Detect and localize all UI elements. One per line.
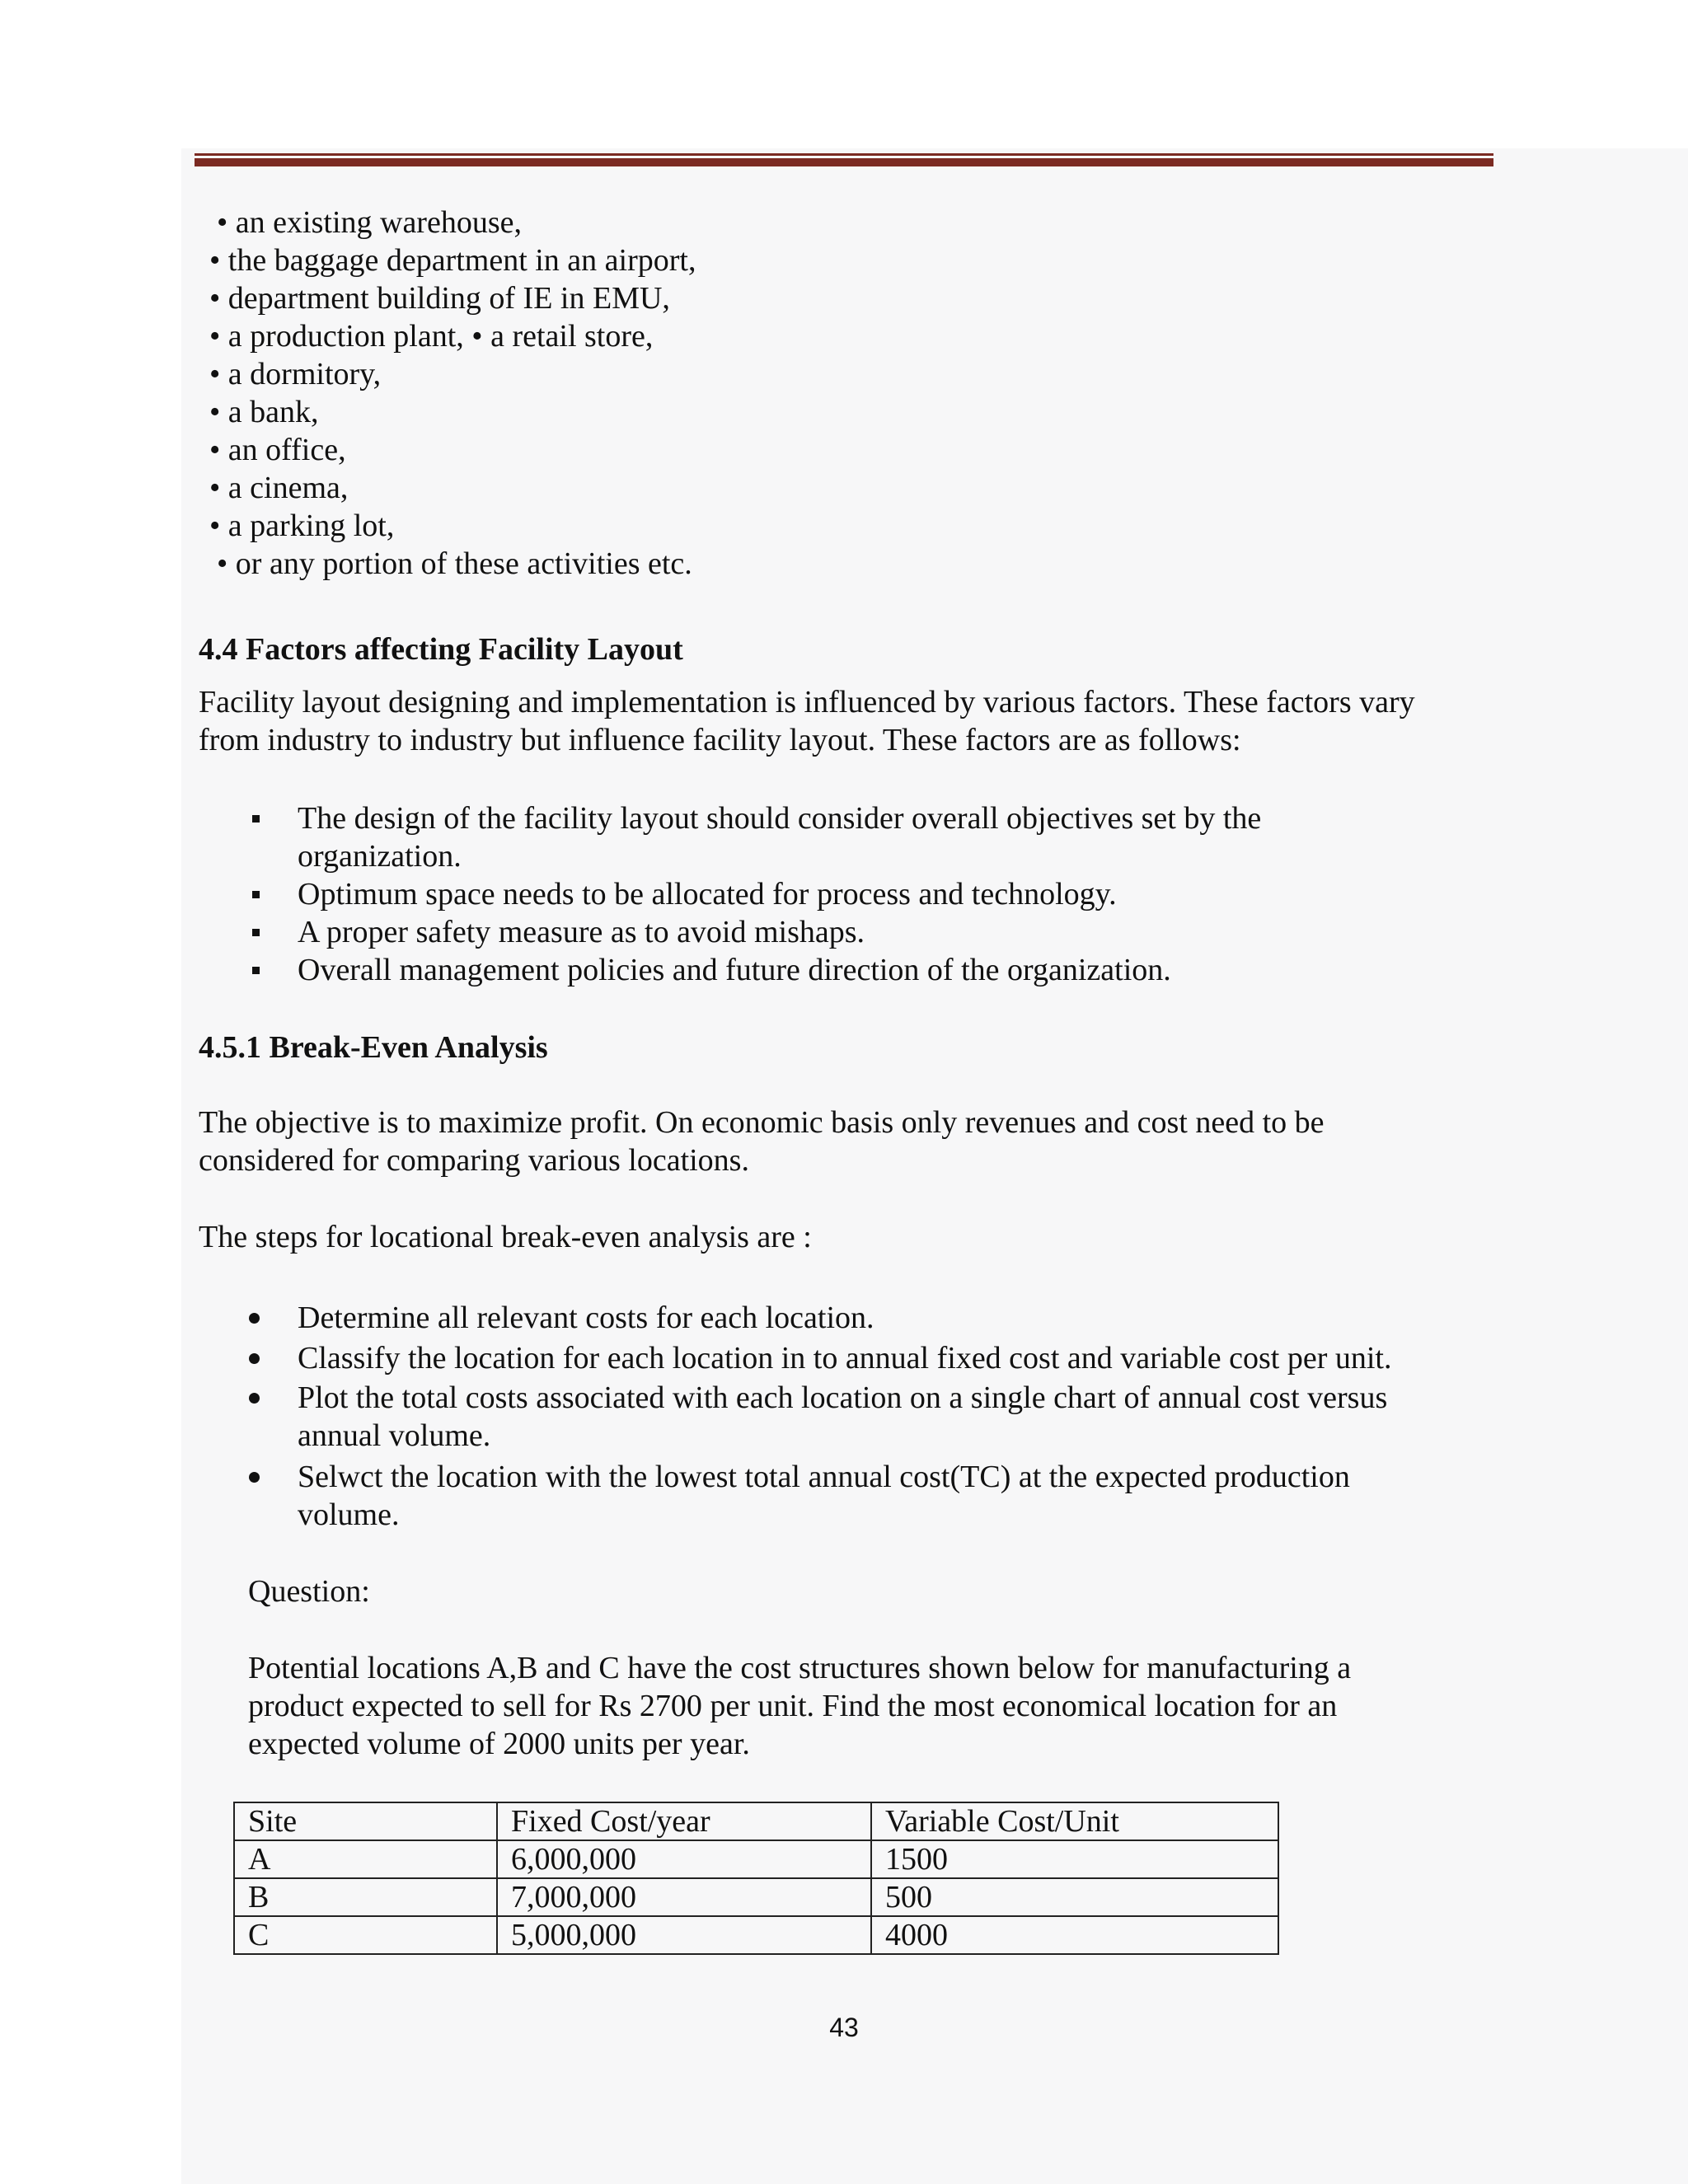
table-row (234, 1916, 1278, 1954)
list-item: • or any portion of these activities etc. (217, 546, 692, 581)
table-row (234, 1840, 1278, 1878)
step-item: Classify the location for each location in to annual fixed cost and variable cost per unit. (298, 1341, 1392, 1376)
list-item: • an existing warehouse, (217, 205, 522, 240)
table-header-cell: Variable Cost/Unit (871, 1802, 1278, 1840)
list-item: • an office, (209, 433, 346, 467)
list-item: • a cinema, (209, 471, 349, 505)
question-line: product expected to sell for Rs 2700 per unit. Find the most economical location for an (248, 1689, 1338, 1723)
page-number: 43 (829, 2013, 859, 2042)
paragraph-line: Facility layout designing and implementation is influenced by various factors. These factors vary (199, 685, 1415, 719)
square-bullet-icon (252, 929, 260, 936)
section-heading-4-4: 4.4 Factors affecting Facility Layout (199, 632, 683, 667)
paragraph-line: considered for comparing various locations. (199, 1143, 749, 1178)
list-item: • a dormitory, (209, 357, 382, 391)
cost-table (233, 1802, 1279, 1955)
paragraph-line: from industry to industry but influence facility layout. These factors are as follows: (199, 723, 1241, 757)
question-line: Potential locations A,B and C have the cost structures shown below for manufacturing a (248, 1651, 1352, 1685)
step-item-continuation: volume. (298, 1497, 400, 1532)
factor-item: The design of the facility layout should consider overall objectives set by the (298, 801, 1262, 836)
square-bullet-icon (252, 891, 260, 898)
steps-intro: The steps for locational break-even analysis are : (199, 1220, 812, 1254)
list-item: • a bank, (209, 395, 319, 429)
table-cell-variable-cost: 500 (871, 1878, 1278, 1916)
question-label: Question: (248, 1574, 370, 1609)
bullet-dot-icon (249, 1353, 260, 1364)
factor-item: Optimum space needs to be allocated for process and technology. (298, 877, 1117, 912)
table-header-row (234, 1802, 1278, 1840)
factor-item-continuation: organization. (298, 839, 462, 874)
bullet-dot-icon (249, 1472, 260, 1483)
table-cell-site: B (234, 1878, 497, 1916)
factor-item: Overall management policies and future direction of the organization. (298, 953, 1171, 987)
step-item: Determine all relevant costs for each location. (298, 1301, 874, 1335)
list-item: • department building of IE in EMU, (209, 281, 670, 316)
header-rule-thick (195, 158, 1493, 166)
square-bullet-icon (252, 967, 260, 974)
step-item: Selwct the location with the lowest total annual cost(TC) at the expected production (298, 1460, 1350, 1494)
table-header-cell: Site (234, 1802, 497, 1840)
table-cell-variable-cost: 1500 (871, 1840, 1278, 1878)
table-row (234, 1878, 1278, 1916)
table-cell-fixed-cost: 6,000,000 (497, 1840, 871, 1878)
bullet-dot-icon (249, 1393, 260, 1404)
table-cell-variable-cost: 4000 (871, 1916, 1278, 1954)
table-cell-site: A (234, 1840, 497, 1878)
table-cell-fixed-cost: 7,000,000 (497, 1878, 871, 1916)
factor-item: A proper safety measure as to avoid mishaps. (298, 915, 865, 949)
bullet-dot-icon (249, 1313, 260, 1324)
header-rule-thin (195, 153, 1493, 156)
square-bullet-icon (252, 815, 260, 823)
step-item: Plot the total costs associated with each location on a single chart of annual cost versus (298, 1380, 1388, 1415)
list-item: • the baggage department in an airport, (209, 243, 696, 278)
table-cell-site: C (234, 1916, 497, 1954)
table-cell-fixed-cost: 5,000,000 (497, 1916, 871, 1954)
section-heading-4-5-1: 4.5.1 Break-Even Analysis (199, 1030, 548, 1065)
paragraph-line: The objective is to maximize profit. On economic basis only revenues and cost need to be (199, 1105, 1325, 1140)
table-header-cell: Fixed Cost/year (497, 1802, 871, 1840)
step-item-continuation: annual volume. (298, 1418, 491, 1453)
list-item: • a parking lot, (209, 509, 395, 543)
question-line: expected volume of 2000 units per year. (248, 1727, 750, 1761)
list-item: • a production plant, • a retail store, (209, 319, 654, 354)
